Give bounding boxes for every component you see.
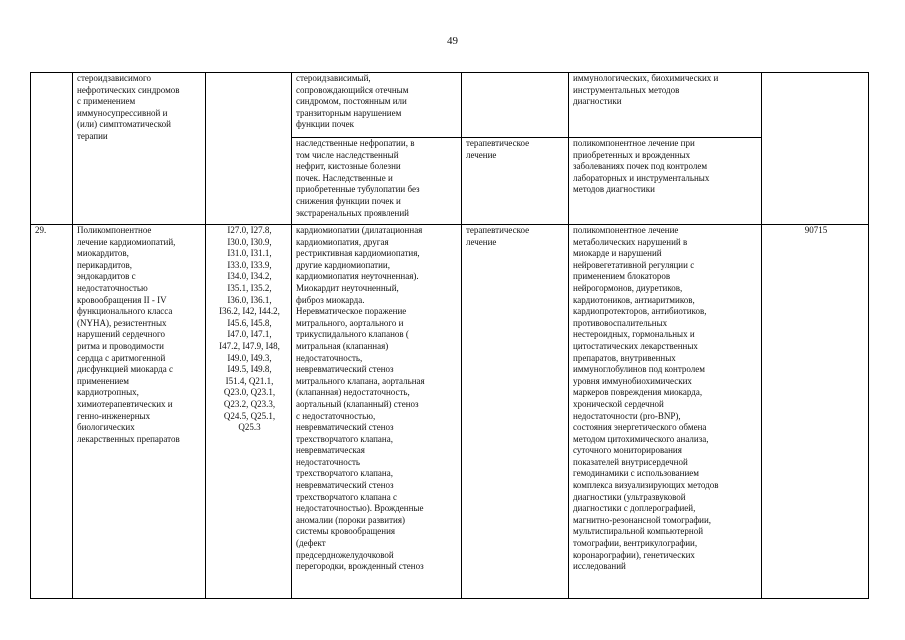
treatment-method-cell: поликомпонентное лечение при приобретенных и врожденных заболеваниях почек под контролем лабораторных и инструментальных методов диагностики [569, 138, 762, 225]
row-number-cell-empty [31, 73, 73, 225]
table-row-continued [31, 73, 869, 138]
treatment-type-cell-empty [462, 73, 569, 138]
page-number: 49 [447, 35, 458, 47]
patient-model-cell: наследственные нефропатии, в том числе наследственный нефрит, кистозные болезни почек. Наследственные и приобретенные тубулопатии без снижения функции почек и экстраренальных проявлений [292, 138, 462, 225]
treatment-method-cell: иммунологических, биохимических и инструментальных методов диагностики [569, 73, 762, 138]
icd-codes-cell-empty [206, 73, 292, 225]
treatment-type-cell: терапевтическое лечение [462, 225, 569, 599]
icd-codes-cell: I27.0, I27.8, I30.0, I30.9, I31.0, I31.1, I33.0, I33.9, I34.0, I34.2, I35.1, I35.2, I36.0, I36.1, I36.2, I42, I44.2, I45.6, I45.8, I47.0, I47.1, I47.2, I47.9, I48, I49.0, I49.3, I49.5, I49.8, I51.4, Q21.1, Q23.0, Q23.1, Q23.2, Q23.3, Q24.5, Q25.1, Q25.3 [206, 225, 292, 599]
care-profile-cell: стероидзависимого нефротических синдромов с применением иммуносупрессивной и (или) симптоматической терапии [73, 73, 206, 225]
cost-cell: 90715 [762, 225, 869, 599]
table-row-29 [31, 225, 869, 599]
patient-model-cell: стероидзависимый, сопровождающийся отечным синдромом, постоянным или транзиторным нарушением функции почек [292, 73, 462, 138]
treatment-type-cell: терапевтическое лечение [462, 138, 569, 225]
care-profile-cell: Поликомпонентное лечение кардиомиопатий, миокардитов, перикардитов, эндокардитов с недостаточностью кровообращения II - IV функционального класса (NYHA), резистентных нарушений сердечного ритма и проводимости сердца с аритмогенной дисфункцией миокарда с применением кардиотропных, химиотерапевтических и генно-инженерных биологических лекарственных препаратов [73, 225, 206, 599]
patient-model-cell: кардиомиопатии (дилатационная кардиомиопатия, другая рестриктивная кардиомиопатия, другие кардиомиопатии, кардиомиопатия неуточненная). Миокардит неуточненный, фиброз миокарда. Неревматическое поражение митрального, аортального и трикуспидального клапанов ( митральная (клапанная) недостаточность, невревматический стеноз митрального клапана, аортальная (клапанная) недостаточность, аортальный (клапанный) стеноз с недостаточностью, невревматический стеноз трехстворчатого клапана, невревматическая недостаточность трехстворчатого клапана, невревматический стеноз трехстворчатого клапана с недостаточностью). Врожденные аномалии (пороки развития) системы кровообращения (дефект предсердножелудочковой перегородки, врожденный стеноз [292, 225, 462, 599]
row-number-cell: 29. [31, 225, 73, 599]
cost-cell-empty [762, 73, 869, 225]
medical-care-table [30, 72, 869, 599]
treatment-method-cell: поликомпонентное лечение метаболических нарушений в миокарде и нарушений нейровегетативной регуляции с применением блокаторов нейрогормонов, диуретиков, кардиотоников, антиаритмиков, кардиопротекторов, антибиотиков, противовоспалительных нестероидных, гормональных и цитостатических лекарственных препаратов, внутривенных иммуноглобулинов под контролем уровня иммунобиохимических маркеров повреждения миокарда, хронической сердечной недостаточности (pro-BNP), состояния энергетического обмена методом цитохимического анализа, суточного мониторирования показателей внутрисердечной гемодинамики с использованием комплекса визуализирующих методов диагностики (ультразвуковой диагностики с доплерографией, магнитно-резонансной томографии, мультиспиральной компьютерной томографии, вентрикулографии, коронарографии), генетических исследований [569, 225, 762, 599]
